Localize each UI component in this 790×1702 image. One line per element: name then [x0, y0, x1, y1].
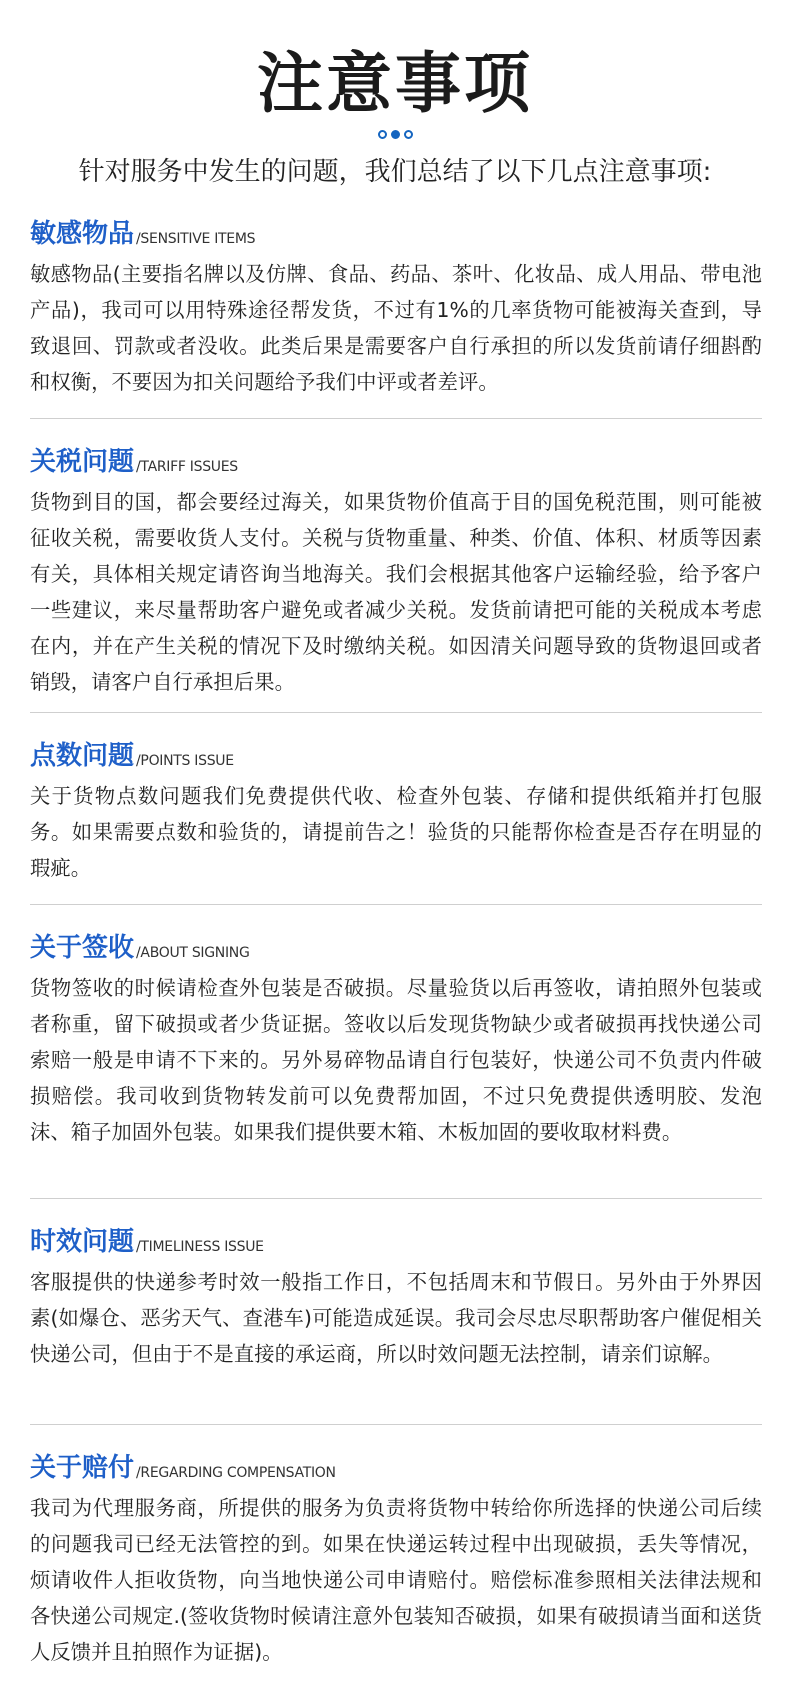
section-title-en: /TIMELINESS ISSUE: [136, 1239, 264, 1255]
section-title-zh: 时效问题: [30, 1227, 135, 1257]
section-tariff-issues: [30, 440, 762, 700]
section-divider: [30, 418, 762, 419]
section-title-en: /REGARDING COMPENSATION: [136, 1465, 336, 1481]
section-heading: [30, 1220, 762, 1262]
section-heading: [30, 440, 762, 482]
section-regarding-compensation: [30, 1446, 762, 1670]
dot-icon: [391, 130, 400, 139]
intro-text: 针对服务中发生的问题，我们总结了以下几点注意事项:: [78, 157, 712, 187]
section-heading: [30, 926, 762, 968]
section-divider: [30, 1198, 762, 1199]
dot-icon: [404, 130, 413, 139]
section-title-en: /SENSITIVE ITEMS: [136, 231, 256, 247]
section-heading: [30, 1446, 762, 1488]
section-title-zh: 关税问题: [30, 447, 135, 477]
section-body: 货物签收的时候请检查外包装是否破损。尽量验货以后再签收，请拍照外包装或者称重，留下破损或者少货证据。签收以后发现货物缺少或者破损再找快递公司索赔一般是申请不下来的。另外易碎物品请自行包装好，快递公司不负责内件破损赔偿。我司收到货物转发前可以免费帮加固，不过只免费提供透明胶、发泡沫、箱子加固外包装。如果我们提供要木箱、木板加固的要收取材料费。: [30, 976, 762, 1144]
section-about-signing: [30, 926, 762, 1150]
section-body: 关于货物点数问题我们免费提供代收、检查外包装、存储和提供纸箱并打包服务。如果需要点数和验货的，请提前告之！验货的只能帮你检查是否存在明显的瑕疵。: [30, 784, 762, 880]
section-heading: [30, 734, 762, 776]
section-body: 敏感物品(主要指名牌以及仿牌、食品、药品、茶叶、化妆品、成人用品、带电池产品)，我司可以用特殊途径帮发货，不过有1%的几率货物可能被海关查到，导致退回、罚款或者没收。此类后果是需要客户自行承担的所以发货前请仔细斟酌和权衡，不要因为扣关问题给予我们中评或者差评。: [30, 262, 762, 394]
section-body: 货物到目的国，都会要经过海关，如果货物价值高于目的国免税范围，则可能被征收关税，需要收货人支付。关税与货物重量、种类、价值、体积、材质等因素有关，具体相关规定请咨询当地海关。我们会根据其他客户运输经验，给予客户一些建议，来尽量帮助客户避免或者减少关税。发货前请把可能的关税成本考虑在内，并在产生关税的情况下及时缴纳关税。如因清关问题导致的货物退回或者销毁，请客户自行承担后果。: [30, 490, 762, 694]
section-body: 客服提供的快递参考时效一般指工作日，不包括周末和节假日。另外由于外界因素(如爆仓、恶劣天气、查港车)可能造成延误。我司会尽忠尽职帮助客户催促相关快递公司，但由于不是直接的承运商，所以时效问题无法控制，请亲们谅解。: [30, 1270, 762, 1366]
section-title-en: /ABOUT SIGNING: [136, 945, 250, 961]
section-body: 我司为代理服务商，所提供的服务为负责将货物中转给你所选择的快递公司后续的问题我司已经无法管控的到。如果在快递运转过程中出现破损，丢失等情况，烦请收件人拒收货物，向当地快递公司申请赔付。赔偿标准参照相关法律法规和各快递公司规定.(签收货物时候请注意外包装知否破损，如果有破损请当面和送货人反馈并且拍照作为证据)。: [30, 1496, 762, 1664]
section-title-zh: 点数问题: [30, 741, 135, 771]
section-title-zh: 敏感物品: [30, 219, 135, 249]
section-heading: [30, 212, 762, 254]
section-divider: [30, 712, 762, 713]
dot-icon: [378, 130, 387, 139]
section-title-zh: 关于赔付: [30, 1453, 135, 1483]
section-timeliness-issue: [30, 1220, 762, 1372]
section-sensitive-items: [30, 212, 762, 400]
section-divider: [30, 904, 762, 905]
section-title-en: /TARIFF ISSUES: [136, 459, 238, 475]
section-title-en: /POINTS ISSUE: [136, 753, 234, 769]
page-title: 注意事项: [257, 45, 533, 122]
section-points-issue: [30, 734, 762, 886]
section-title-zh: 关于签收: [30, 933, 135, 963]
section-divider: [30, 1424, 762, 1425]
title-dots-decoration: [0, 126, 790, 142]
